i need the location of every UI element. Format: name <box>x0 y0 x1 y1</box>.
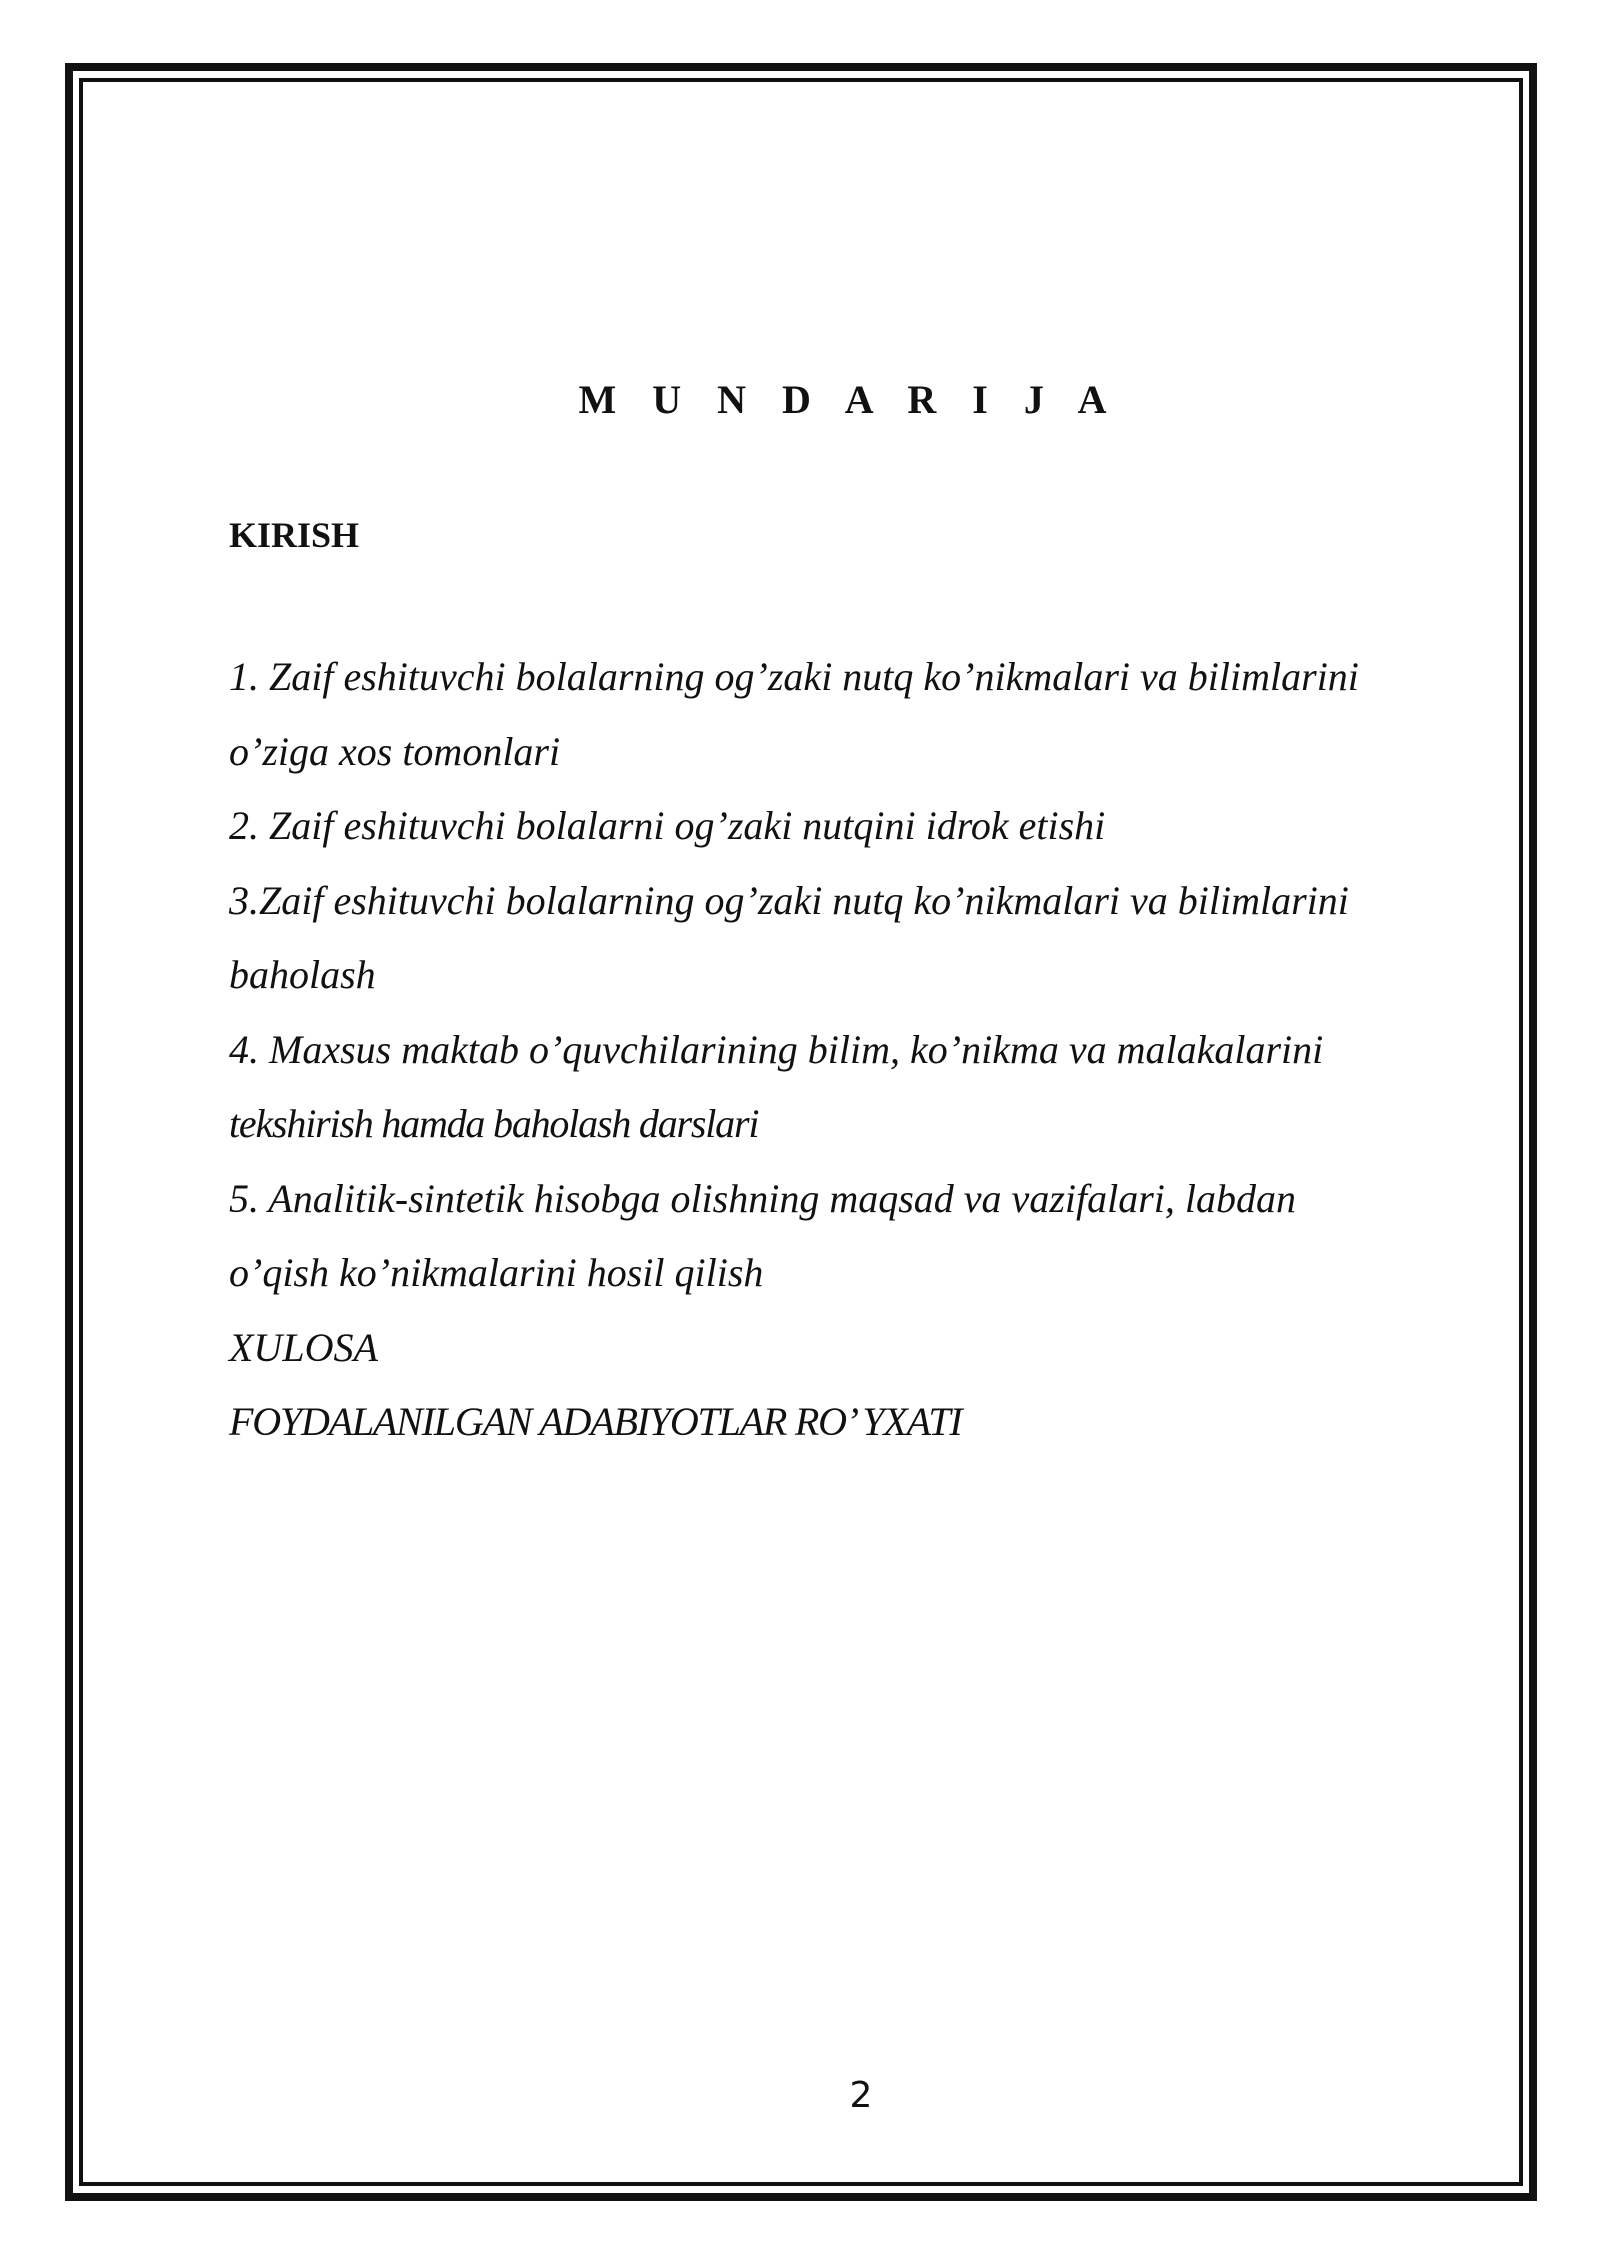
toc-line-11: FOYDALANILGAN ADABIYOTLAR RO’ YXATI <box>229 1399 962 1444</box>
toc-line-1: 1. Zaif eshituvchi bolalarning og’zaki nutq ko’nikmalari va bilimlarini <box>229 654 1359 699</box>
toc-line-4: 3.Zaif eshituvchi bolalarning og’zaki nutq ko’nikmalari va bilimlarini <box>229 877 1349 923</box>
toc-line-3: 2. Zaif eshituvchi bolalarni og’zaki nutqini idrok etishi <box>229 803 1106 848</box>
page-title: M U N D A R I J A <box>578 377 1120 422</box>
toc-intro: KIRISH <box>229 515 360 555</box>
toc-line-2: o’ziga xos tomonlari <box>229 728 561 774</box>
toc-line-5: baholash <box>229 952 376 997</box>
toc-line-10: XULOSA <box>229 1324 378 1370</box>
toc-line-8: 5. Analitik-sintetik hisobga olishning maqsad va vazifalari, labdan <box>229 1175 1297 1221</box>
toc-line-6: 4. Maxsus maktab o’quvchilarining bilim, ko’nikma va malakalarini <box>229 1026 1324 1072</box>
toc-line-7: tekshirish hamda baholash darslari <box>229 1101 759 1146</box>
toc-line-9: o’qish ko’nikmalarini hosil qilish <box>229 1250 764 1295</box>
table-of-contents <box>229 640 1469 1460</box>
page-number: 2 <box>849 2075 873 2116</box>
